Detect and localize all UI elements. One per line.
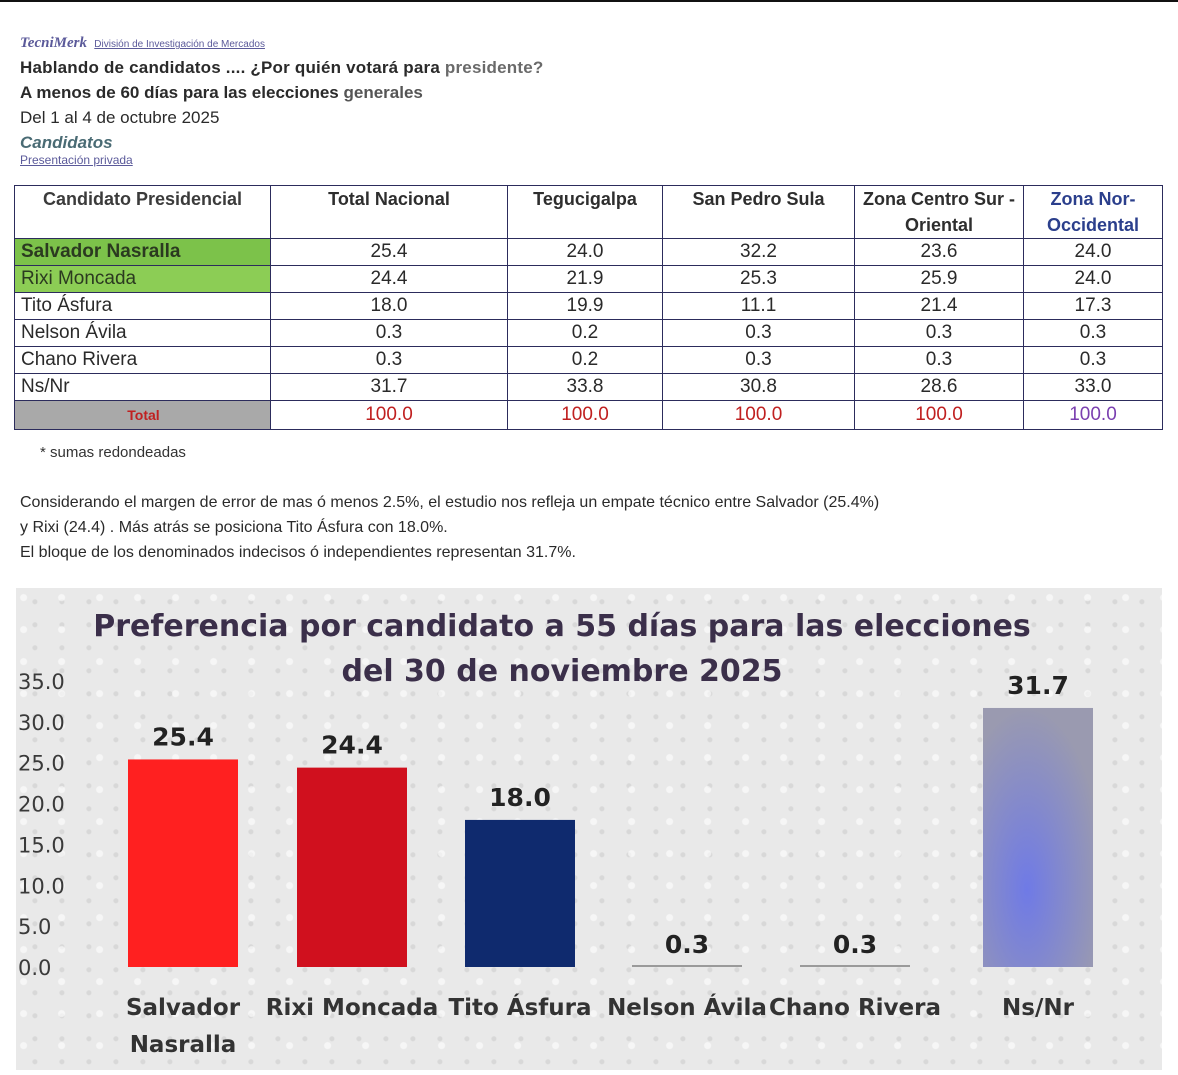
table-row	[15, 320, 1163, 347]
bar	[465, 820, 575, 967]
value-cell: 0.3	[663, 320, 855, 347]
candidate-name-cell: Nelson Ávila	[15, 320, 271, 347]
bar	[297, 768, 407, 967]
value-cell: 25.4	[271, 239, 508, 266]
category-label: Nasralla	[129, 1032, 237, 1058]
value-cell: 0.3	[271, 347, 508, 374]
y-tick-label: 10.0	[18, 874, 65, 899]
value-cell: 24.0	[508, 239, 663, 266]
header-total-nacional: Total Nacional	[271, 186, 508, 239]
value-cell: 23.6	[855, 239, 1024, 266]
brand-logo: TecniMerk	[20, 35, 87, 51]
question-text-end: presidente?	[444, 58, 544, 77]
table-row	[15, 266, 1163, 293]
table-row	[15, 239, 1163, 266]
value-cell: 24.0	[1024, 266, 1163, 293]
value-cell: 0.2	[508, 320, 663, 347]
y-tick-label: 35.0	[18, 670, 65, 694]
data-label: 25.4	[152, 722, 214, 752]
chart-title-line: Preferencia por candidato a 55 días para las elecciones	[93, 609, 1031, 644]
table-row	[15, 374, 1163, 401]
y-tick-label: 30.0	[18, 710, 65, 735]
candidate-name-cell: Ns/Nr	[15, 374, 271, 401]
bar-chart	[16, 588, 1162, 1070]
value-cell: 25.3	[663, 266, 855, 293]
value-cell: 31.7	[271, 374, 508, 401]
total-label-cell: Total	[15, 401, 271, 430]
value-cell: 28.6	[855, 374, 1024, 401]
subtitle-text-end: generales	[343, 83, 423, 102]
value-cell: 21.9	[508, 266, 663, 293]
y-tick-label: 5.0	[18, 915, 52, 940]
value-cell: 0.3	[663, 347, 855, 374]
category-label: Chano Rivera	[768, 995, 942, 1021]
y-tick-label: 0.0	[18, 956, 52, 980]
value-cell: 0.3	[271, 320, 508, 347]
table-total-row	[15, 401, 1163, 430]
table-header-row	[15, 186, 1163, 239]
footnote: * sumas redondeadas	[40, 444, 186, 461]
table-row	[15, 347, 1163, 374]
survey-subtitle	[20, 83, 1160, 103]
top-rule	[0, 0, 1178, 2]
value-cell: 0.3	[1024, 320, 1163, 347]
header-candidate: Candidato Presidencial	[15, 186, 271, 239]
category-label: Salvador	[125, 995, 241, 1021]
data-label: 24.4	[321, 730, 383, 760]
brand-line	[20, 34, 1160, 52]
value-cell: 25.9	[855, 266, 1024, 293]
value-cell: 11.1	[663, 293, 855, 320]
presentation-link[interactable]: Presentación privada	[20, 153, 133, 167]
header-san-pedro-sula: San Pedro Sula	[663, 186, 855, 239]
table-row	[15, 293, 1163, 320]
header-tegucigalpa: Tegucigalpa	[508, 186, 663, 239]
y-tick-label: 15.0	[18, 833, 65, 858]
value-cell: 0.3	[855, 347, 1024, 374]
header-zona-nor: Zona Nor-Occidental	[1024, 186, 1163, 239]
value-cell: 24.4	[271, 266, 508, 293]
candidate-name-cell: Rixi Moncada	[15, 266, 271, 293]
results-table	[14, 185, 1163, 430]
value-cell: 0.3	[1024, 347, 1163, 374]
value-cell: 24.0	[1024, 239, 1163, 266]
subtitle-text: A menos de 60 días para las elecciones	[20, 83, 344, 102]
analysis-line: y Rixi (24.4) . Más atrás se posiciona Tito Ásfura con 18.0%.	[20, 519, 448, 536]
data-label: 31.7	[1007, 670, 1069, 700]
candidate-name-cell: Chano Rivera	[15, 347, 271, 374]
total-value-cell: 100.0	[855, 401, 1024, 430]
total-value-cell: 100.0	[508, 401, 663, 430]
value-cell: 21.4	[855, 293, 1024, 320]
value-cell: 18.0	[271, 293, 508, 320]
value-cell: 32.2	[663, 239, 855, 266]
category-label: Rixi Moncada	[265, 995, 439, 1021]
total-value-cell: 100.0	[271, 401, 508, 430]
report-header	[20, 34, 1160, 167]
section-heading: Candidatos	[20, 133, 113, 152]
data-label: 18.0	[489, 782, 551, 812]
division-link[interactable]: División de Investigación de Mercados	[94, 39, 265, 50]
chart-title-line: del 30 de noviembre 2025	[341, 654, 783, 689]
survey-question	[20, 58, 1160, 78]
data-label: 0.3	[832, 930, 878, 959]
bar	[983, 708, 1093, 967]
question-text: Hablando de candidatos .... ¿Por quién votará para	[20, 58, 445, 77]
analysis-line: El bloque de los denominados indecisos ó independientes representan 31.7%.	[20, 544, 576, 561]
header-zona-centro: Zona Centro Sur - Oriental	[855, 186, 1024, 239]
category-label: Ns/Nr	[1002, 995, 1074, 1021]
bar-chart-panel	[16, 588, 1162, 1070]
y-tick-label: 25.0	[18, 751, 65, 776]
y-tick-label: 20.0	[18, 792, 65, 817]
bar	[128, 759, 238, 967]
candidate-name-cell: Salvador Nasralla	[15, 239, 271, 266]
value-cell: 33.8	[508, 374, 663, 401]
category-label: Nelson Ávila	[607, 995, 767, 1021]
analysis-line: Considerando el margen de error de mas ó menos 2.5%, el estudio nos refleja un empate técnico entre Salvador (25.4%)	[20, 494, 880, 511]
total-value-cell: 100.0	[663, 401, 855, 430]
value-cell: 30.8	[663, 374, 855, 401]
value-cell: 0.3	[855, 320, 1024, 347]
value-cell: 17.3	[1024, 293, 1163, 320]
analysis-paragraph	[20, 490, 1165, 565]
value-cell: 19.9	[508, 293, 663, 320]
survey-dates: Del 1 al 4 de octubre 2025	[20, 108, 220, 127]
total-value-cell: 100.0	[1024, 401, 1163, 430]
data-label: 0.3	[664, 930, 710, 959]
value-cell: 33.0	[1024, 374, 1163, 401]
category-label: Tito Ásfura	[448, 995, 592, 1021]
value-cell: 0.2	[508, 347, 663, 374]
candidate-name-cell: Tito Ásfura	[15, 293, 271, 320]
